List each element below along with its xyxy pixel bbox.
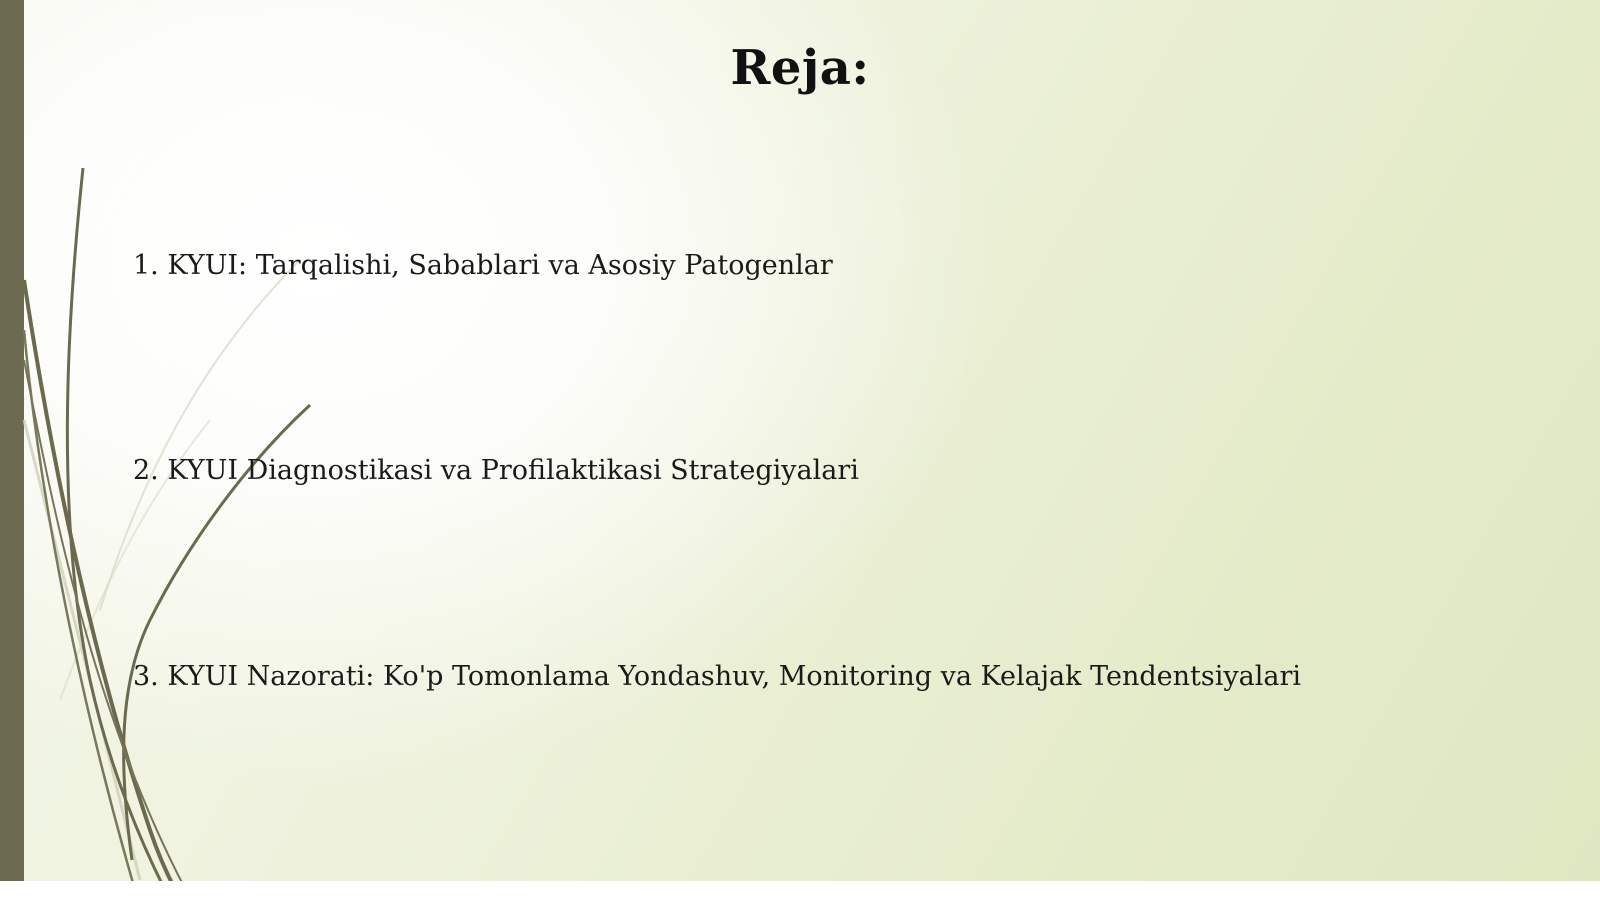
swirl-light-1	[24, 420, 140, 880]
plan-item-3: 3. KYUI Nazorati: Ko'p Tomonlama Yondashuv, Monitoring va Kelajak Tendentsiyalari	[133, 661, 1301, 692]
decorative-swirls	[0, 0, 400, 899]
swirl-light-2	[100, 260, 300, 610]
plan-item-1: 1. KYUI: Tarqalishi, Sabablari va Asosiy Patogenlar	[133, 250, 833, 281]
swirl-dark-2	[24, 280, 178, 895]
plan-item-2: 2. KYUI Diagnostikasi va Profilaktikasi Strategiyalari	[133, 455, 859, 486]
bottom-edge	[0, 881, 1600, 899]
slide-title: Reja:	[730, 40, 870, 96]
swirl-dark-5	[24, 360, 190, 898]
